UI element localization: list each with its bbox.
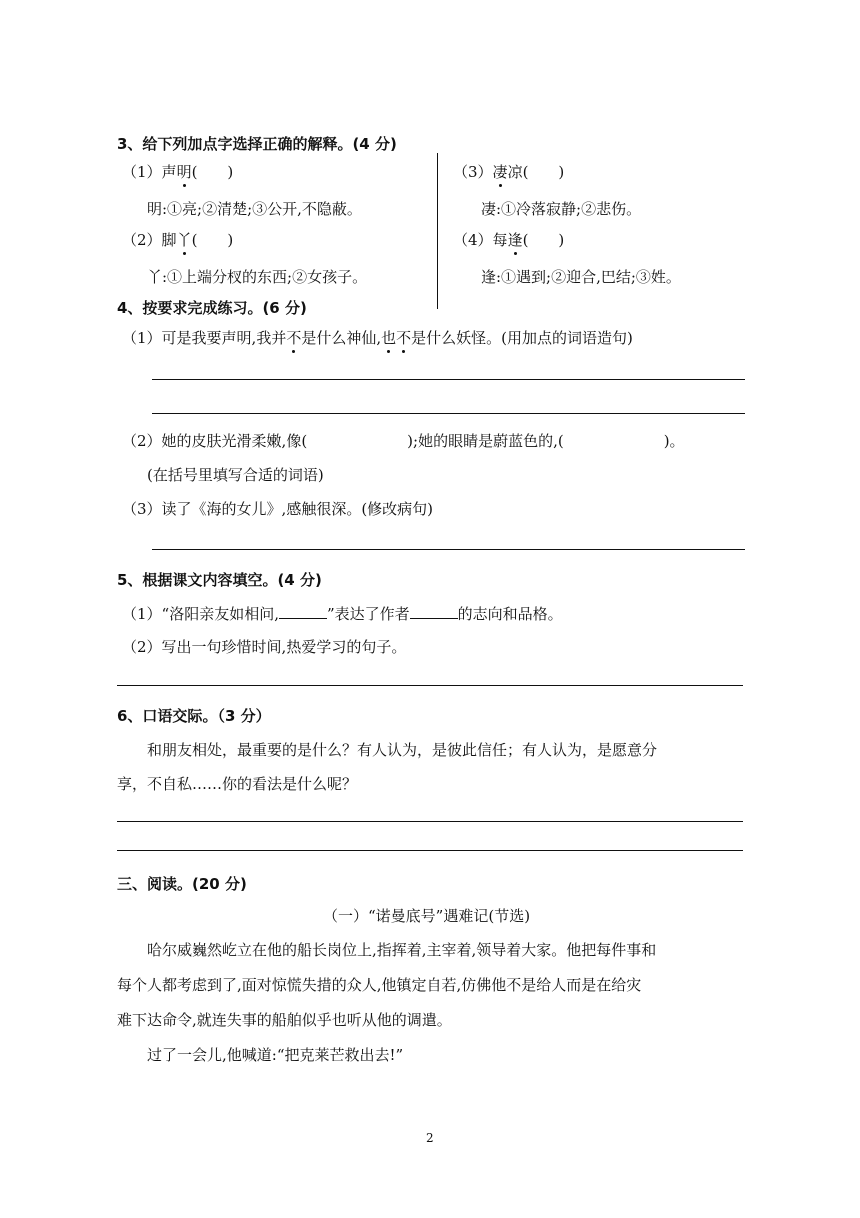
fill-blank[interactable] bbox=[410, 603, 458, 619]
dotted-char: 也 bbox=[381, 329, 397, 347]
q3-def-1: 明:①亮;②清楚;③公开,不隐蔽。 bbox=[147, 200, 362, 218]
answer-line[interactable] bbox=[152, 413, 745, 414]
dotted-char: 逢 bbox=[507, 231, 523, 249]
q5-sentence-1: （1）“洛阳亲友如相问, ”表达了作者 的志向和品格。 bbox=[122, 605, 563, 623]
passage-line-2: 每个人都考虑到了,面对惊慌失措的众人,他镇定自若,仿佛他不是给人而是在给灾 bbox=[117, 976, 642, 994]
q3-def-4: 逢:①遇到;②迎合,巴结;③姓。 bbox=[481, 268, 681, 286]
dotted-char: 凄 bbox=[492, 163, 508, 181]
dotted-char: 不 bbox=[286, 329, 302, 347]
q3-item-4: （4）每逢( ) bbox=[453, 231, 565, 249]
dotted-char: 明 bbox=[176, 163, 192, 181]
q4-note: (在括号里填写合适的词语) bbox=[147, 466, 324, 484]
dotted-char: 丫 bbox=[176, 231, 192, 249]
q5-sentence-2: （2）写出一句珍惜时间,热爱学习的句子。 bbox=[122, 638, 407, 656]
q6-heading: 6、口语交际。（3 分） bbox=[117, 707, 271, 725]
q3-item-2: （2）脚丫( ) bbox=[122, 231, 234, 249]
q3-item-3: （3）凄凉( ) bbox=[453, 163, 565, 181]
section3-heading: 三、阅读。(20 分) bbox=[117, 875, 247, 893]
answer-line[interactable] bbox=[152, 379, 745, 380]
fill-blank[interactable] bbox=[279, 603, 327, 619]
q3-item-1: （1）声明( ) bbox=[122, 163, 234, 181]
q4-sentence-2: （2）她的皮肤光滑柔嫩,像( );她的眼睛是蔚蓝色的,( )。 bbox=[122, 432, 685, 450]
passage-line-3: 难下达命令,就连失事的船舶似乎也听从他的调遣。 bbox=[117, 1011, 452, 1029]
answer-line[interactable] bbox=[117, 850, 743, 851]
q6-line-1: 和朋友相处，最重要的是什么？有人认为，是彼此信任；有人认为，是愿意分 bbox=[147, 741, 658, 759]
q4-heading: 4、按要求完成练习。(6 分) bbox=[117, 299, 307, 317]
q4-sentence-1: （1）可是我要声明,我并不是什么神仙,也不是什么妖怪。(用加点的词语造句) bbox=[122, 329, 633, 347]
q5-heading: 5、根据课文内容填空。(4 分) bbox=[117, 571, 322, 589]
passage-line-1: 哈尔威巍然屹立在他的船长岗位上,指挥着,主宰着,领导着大家。他把每件事和 bbox=[147, 941, 657, 959]
passage-title: （一）“诺曼底号”遇难记(节选) bbox=[323, 907, 531, 925]
q3-def-3: 凄:①冷落寂静;②悲伤。 bbox=[481, 200, 642, 218]
q3-def-2: 丫:①上端分杈的东西;②女孩子。 bbox=[147, 268, 368, 286]
answer-line[interactable] bbox=[117, 821, 743, 822]
column-divider bbox=[437, 153, 438, 309]
passage-line-4: 过了一会儿,他喊道:“把克莱芒救出去!” bbox=[147, 1046, 404, 1064]
dotted-char: 不 bbox=[396, 329, 412, 347]
answer-line[interactable] bbox=[152, 549, 745, 550]
q6-line-2: 享，不自私……你的看法是什么呢？ bbox=[117, 775, 358, 793]
answer-line[interactable] bbox=[117, 685, 743, 686]
q4-sentence-3: （3）读了《海的女儿》,感触很深。(修改病句) bbox=[122, 500, 434, 518]
q3-heading: 3、给下列加点字选择正确的解释。(4 分) bbox=[117, 135, 397, 153]
page-number: 2 bbox=[426, 1131, 434, 1145]
